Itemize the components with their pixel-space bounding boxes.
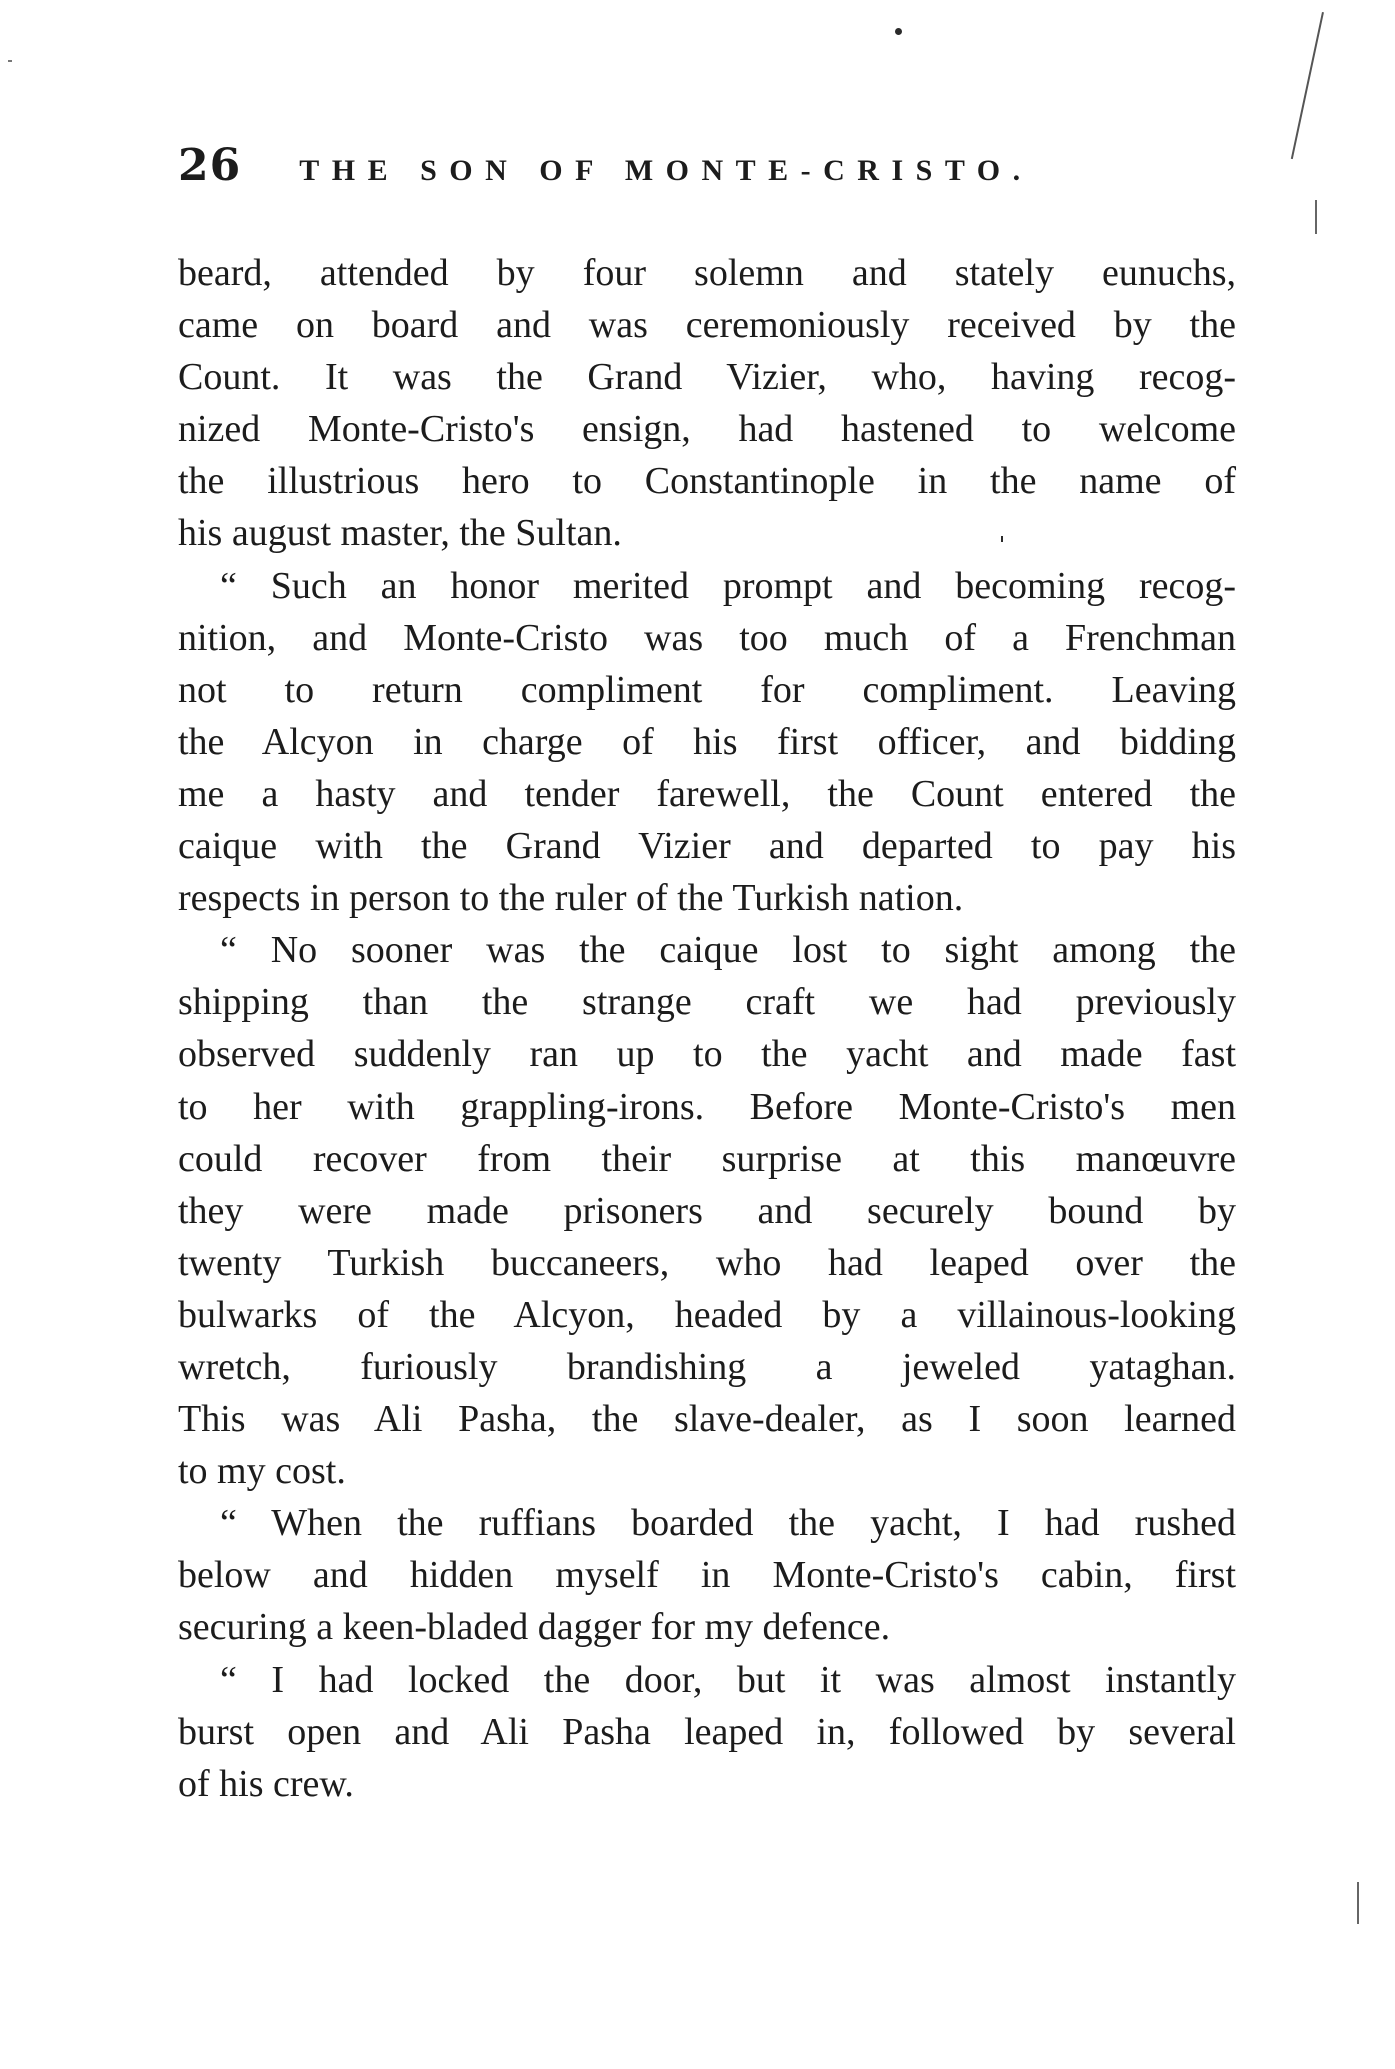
text-line: of his crew. bbox=[178, 1762, 354, 1805]
text-line: nized Monte-Cristo's ensign, had hastened to welcome bbox=[178, 408, 1236, 451]
scan-speck bbox=[895, 28, 902, 35]
text-line: to my cost. bbox=[178, 1450, 346, 1493]
text-line: “ Such an honor merited prompt and becoming recog- bbox=[220, 564, 1236, 607]
text-line: came on board and was ceremoniously received by the bbox=[178, 304, 1236, 347]
text-line: his august master, the Sultan. bbox=[178, 512, 622, 555]
text-line: This was Ali Pasha, the slave-dealer, as I soon learned bbox=[178, 1398, 1236, 1441]
text-line: not to return compliment for compliment. Leaving bbox=[178, 668, 1236, 711]
paragraph bbox=[178, 924, 1236, 1497]
text-line: me a hasty and tender farewell, the Count entered the bbox=[178, 772, 1236, 815]
text-line: they were made prisoners and securely bound by bbox=[178, 1189, 1236, 1232]
text-line: burst open and Ali Pasha leaped in, followed by several bbox=[178, 1710, 1236, 1753]
body-text bbox=[178, 247, 1236, 1810]
text-line: could recover from their surprise at this manœuvre bbox=[178, 1137, 1236, 1180]
text-line: “ I had locked the door, but it was almost instantly bbox=[220, 1658, 1236, 1701]
text-line: twenty Turkish buccaneers, who had leaped over the bbox=[178, 1241, 1236, 1284]
paragraph bbox=[178, 1654, 1236, 1810]
paragraph bbox=[178, 247, 1236, 560]
text-line: Count. It was the Grand Vizier, who, having recog- bbox=[178, 356, 1236, 399]
margin-line bbox=[1291, 12, 1324, 159]
text-line: observed suddenly ran up to the yacht and made fast bbox=[178, 1033, 1236, 1076]
text-line: respects in person to the ruler of the Turkish nation. bbox=[178, 877, 964, 920]
margin-line bbox=[1315, 200, 1317, 234]
text-line: caique with the Grand Vizier and departed to pay his bbox=[178, 825, 1236, 868]
margin-line bbox=[1357, 1882, 1359, 1924]
text-line: “ No sooner was the caique lost to sight among the bbox=[220, 929, 1236, 972]
page-number: 26 bbox=[178, 140, 242, 191]
running-header bbox=[178, 140, 1238, 200]
text-line: nition, and Monte-Cristo was too much of a Frenchman bbox=[178, 616, 1236, 659]
paragraph bbox=[178, 1497, 1236, 1653]
text-line: “ When the ruffians boarded the yacht, I had rushed bbox=[220, 1502, 1236, 1545]
text-line: the illustrious hero to Constantinople in the name of bbox=[178, 460, 1236, 503]
paragraph bbox=[178, 560, 1236, 925]
text-line: shipping than the strange craft we had previously bbox=[178, 981, 1236, 1024]
scan-speck bbox=[8, 60, 12, 62]
text-line: securing a keen-bladed dagger for my defence. bbox=[178, 1606, 891, 1649]
text-line: wretch, furiously brandishing a jeweled yataghan. bbox=[178, 1345, 1236, 1388]
running-title: THE SON OF MONTE-CRISTO. bbox=[299, 154, 1033, 187]
text-line: bulwarks of the Alcyon, headed by a villainous-looking bbox=[178, 1293, 1236, 1336]
text-line: beard, attended by four solemn and stately eunuchs, bbox=[178, 252, 1236, 294]
text-line: below and hidden myself in Monte-Cristo's cabin, first bbox=[178, 1554, 1236, 1597]
text-line: the Alcyon in charge of his first officer, and bidding bbox=[178, 720, 1236, 763]
text-line: to her with grappling-irons. Before Monte-Cristo's men bbox=[178, 1085, 1236, 1128]
